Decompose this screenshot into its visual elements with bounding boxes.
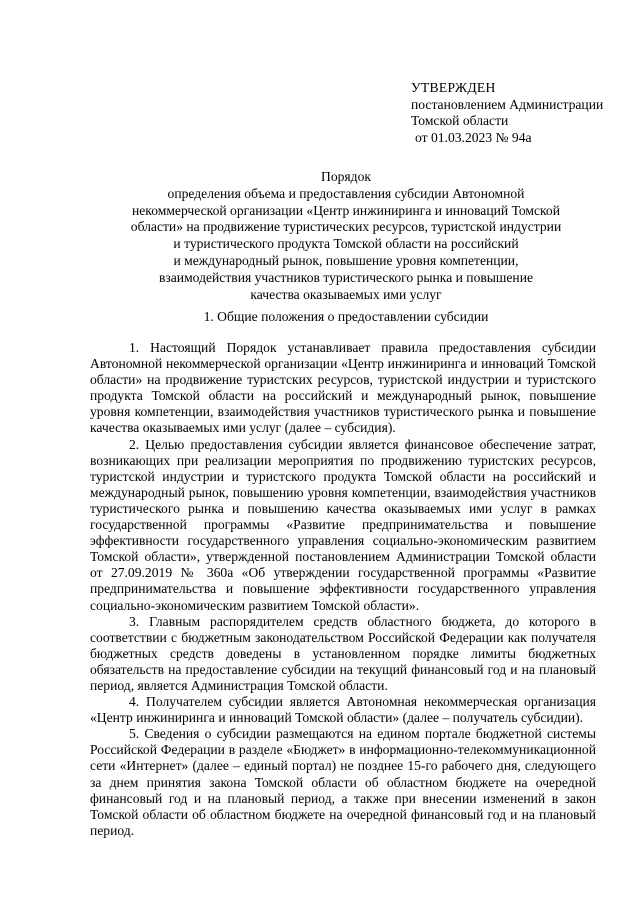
- title-line: взаимодействия участников туристического рынка и повышение: [158, 269, 534, 285]
- document-body: [90, 340, 596, 839]
- approval-heading: УТВЕРЖДЕН: [411, 80, 496, 95]
- approval-stamp: [411, 80, 603, 146]
- title-line: и международный рынок, повышение уровня компетенции,: [173, 252, 519, 268]
- title-line: и туристического продукта Томской области на российский: [173, 236, 519, 252]
- title-line: качества оказываемых ими услуг: [250, 286, 442, 302]
- approval-line-2: Томской области: [411, 113, 509, 128]
- paragraph-2: 2. Целью предоставления субсидии является финансовое обеспечение затрат, возникающих при реализации мероприятия по продвижению туристских ресурсов, туристской индустрии и туристского продукта Томской области на российский и международный рынок, повышению уровня компетенции, взаимодействия участников туристического рынка и повышению качества оказываемых ими услуг в рамках государственной программы «Развитие предпринимательства и повышение эффективности государственного управления социально-экономическим развитием Томской области», утвержденной постановлением Администрации Томской области от 27.09.2019 № 360а «Об утверждении государственной программы «Развитие предпринимательства и повышение эффективности государственного управления социально-экономическим развитием Томской области».: [90, 436, 596, 613]
- paragraph-4: 4. Получателем субсидии является Автономная некоммерческая организация «Центр инжиниринга и инноваций Томской области» (далее – получатель субсидии).: [90, 694, 596, 726]
- title-line: Порядок: [321, 169, 371, 184]
- paragraph-1: 1. Настоящий Порядок устанавливает правила предоставления субсидии Автономной некоммерческой организации «Центр инжиниринга и инноваций Томской области» на продвижение туристских ресурсов, туристской индустрии и туристского продукта Томской области на российский и международный рынок, повышение уровня компетенции, взаимодействия участников туристического рынка и повышение качества оказываемых ими услуг (далее – субсидия).: [90, 340, 596, 436]
- title-line: определения объема и предоставления субсидии Автономной: [167, 185, 525, 201]
- paragraph-3: 3. Главным распорядителем средств областного бюджета, до которого в соответствии с бюджетным законодательством Российской Федерации как получателя бюджетных средств доведены в установленном порядке лимиты бюджетных обязательств на предоставление субсидии на текущий финансовый год и на плановый период, является Администрация Томской области.: [90, 613, 596, 693]
- title-line: области» на продвижение туристических ресурсов, туристской индустрии: [130, 219, 562, 235]
- approval-line-1: постановлением Администрации: [411, 96, 604, 112]
- document-title: [60, 169, 632, 303]
- paragraph-5: 5. Сведения о субсидии размещаются на едином портале бюджетной системы Российской Федерации в разделе «Бюджет» в информационно-телекоммуникационной сети «Интернет» (далее – единый портал) не позднее 15-го рабочего дня, следующего за днем принятия закона Томской области об областном бюджете на очередной финансовый год и на плановый период, а также при внесении изменений в закон Томской области об областном бюджете на очередной финансовый год и на плановый период.: [90, 726, 596, 838]
- section-heading: 1. Общие положения о предоставлении субсидии: [203, 309, 489, 324]
- title-line: некоммерческой организации «Центр инжиниринга и инноваций Томской: [131, 202, 561, 218]
- approval-date: от 01.03.2023 № 94а: [415, 129, 532, 145]
